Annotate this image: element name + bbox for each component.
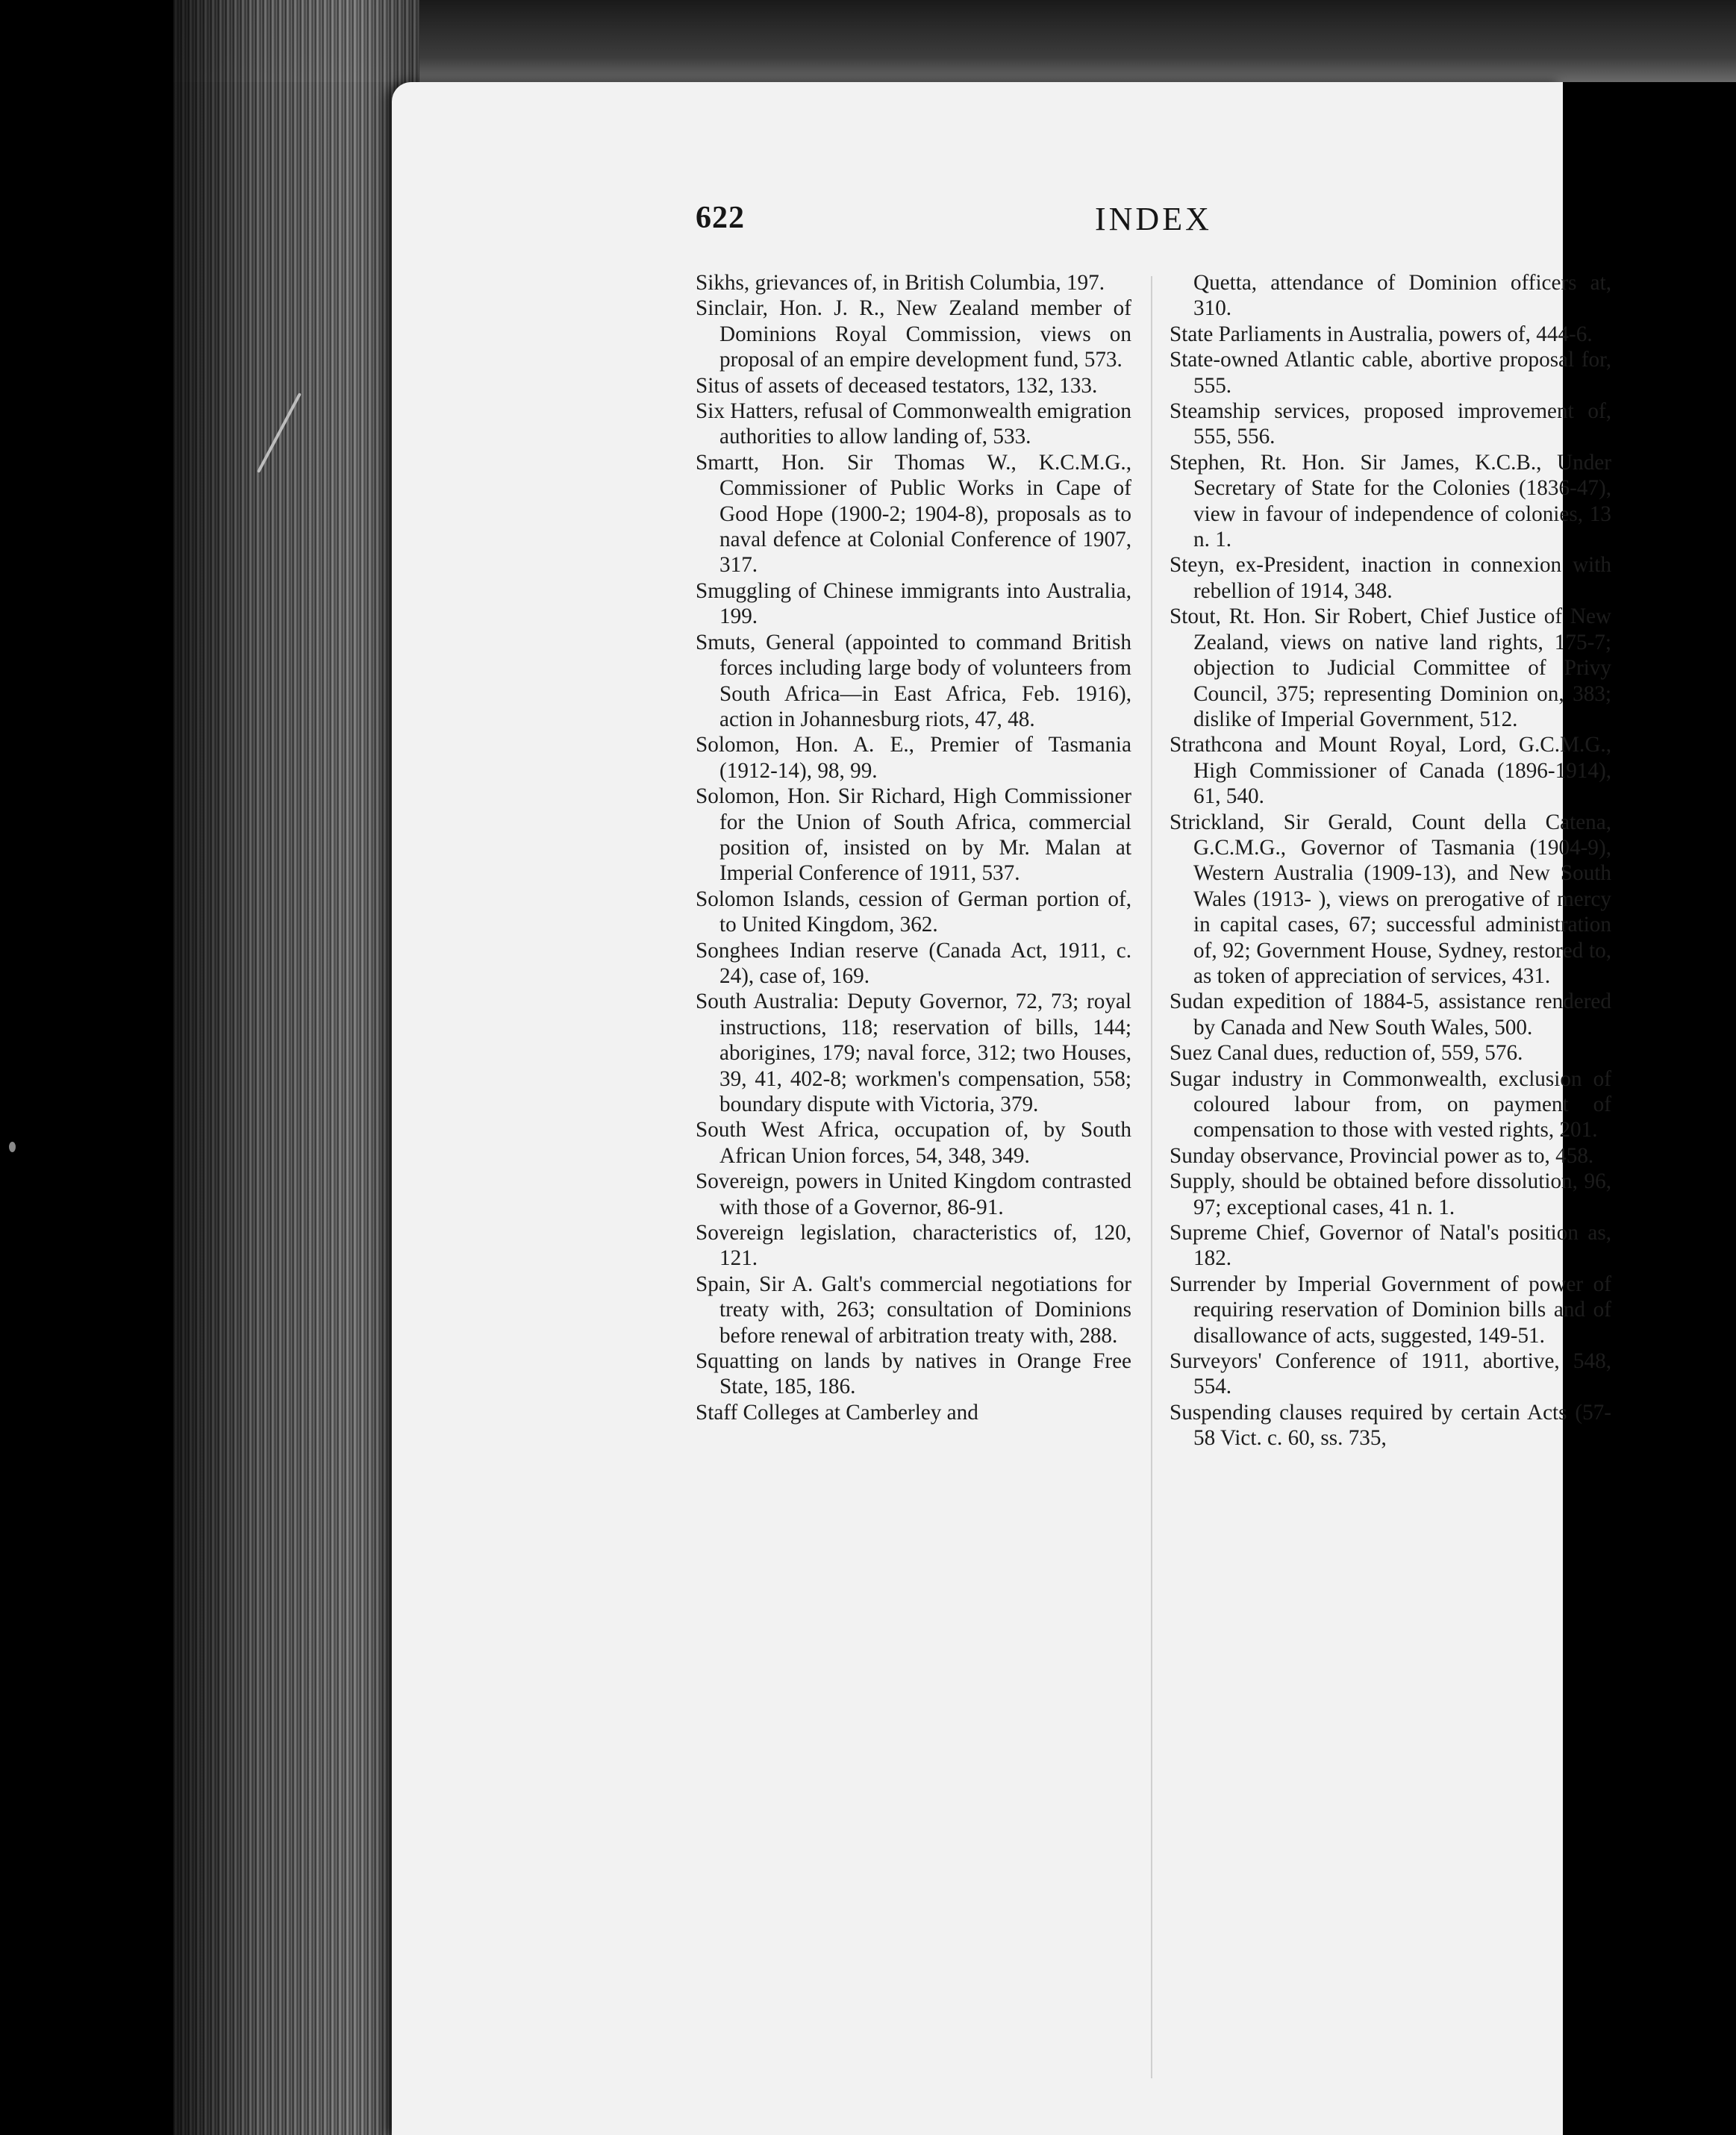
index-entry: Staff Colleges at Camberley and <box>696 1400 978 1425</box>
index-entry: Sovereign legislation, characteristics of, 120, 121. <box>696 1221 1131 1271</box>
index-entry: Sugar industry in Commonwealth, exclusion of coloured labour from, on payment of compensation to those with vested rights, 201. <box>1170 1066 1611 1142</box>
index-entry: Situs of assets of deceased testators, 132, 133. <box>696 373 1098 398</box>
index-entry-continuation: Quetta, attendance of Dominion officers at, 310. <box>1193 271 1611 321</box>
index-entry: Six Hatters, refusal of Commonwealth emigration authorities to allow landing of, 533. <box>696 399 1131 449</box>
index-entry: Suspending clauses required by certain Acts (57-58 Vict. c. 60, ss. 735, <box>1170 1400 1611 1451</box>
index-entry: Sikhs, grievances of, in British Columbia, 197. <box>696 271 1105 295</box>
page-header <box>696 200 1563 245</box>
index-entry: Songhees Indian reserve (Canada Act, 1911, c. 24), case of, 169. <box>696 938 1131 988</box>
index-entry: Stephen, Rt. Hon. Sir James, K.C.B., Under Secretary of State for the Colonies (1836-47), view in favour of independence of colonies, 13 n. 1. <box>1170 450 1611 552</box>
index-entry: Smuts, General (appointed to command British forces including large body of volunteers from South Africa—in East Africa, Feb. 1916), action in Johannesburg riots, 47, 48. <box>696 630 1131 731</box>
book-edge-shading <box>173 0 419 2135</box>
page-number: 622 <box>696 201 745 235</box>
index-entry: South West Africa, occupation of, by South African Union forces, 54, 348, 349. <box>696 1118 1131 1168</box>
index-entry: Spain, Sir A. Galt's commercial negotiations for treaty with, 263; consultation of Dominions before renewal of arbitration treaty with, 288. <box>696 1272 1131 1348</box>
index-entry: State Parliaments in Australia, powers of, 444-6. <box>1170 322 1593 346</box>
index-entry: Steamship services, proposed improvement of, 555, 556. <box>1170 399 1611 449</box>
index-entry: Strickland, Sir Gerald, Count della Catena, G.C.M.G., Governor of Tasmania (1904-9), Western Australia (1909-13), and New South Wales (1913- ), views on prerogative of mercy in capital cases, 67; successful administration of, 92; Government House, Sydney, restored to, as token of appreciation of services, 431. <box>1170 810 1611 988</box>
index-entry: South Australia: Deputy Governor, 72, 73; royal instructions, 118; reservation of bills, 144; aborigines, 179; naval force, 312; two Houses, 39, 41, 402-8; workmen's compensation, 558; boundary dispute with Victoria, 379. <box>696 990 1131 1116</box>
index-entry: Solomon, Hon. A. E., Premier of Tasmania (1912-14), 98, 99. <box>696 733 1131 783</box>
index-entry: Surrender by Imperial Government of power of requiring reservation of Dominion bills and of disallowance of acts, suggested, 149-51. <box>1170 1272 1611 1348</box>
index-entry: Squatting on lands by natives in Orange Free State, 185, 186. <box>696 1349 1131 1399</box>
index-entry: Sudan expedition of 1884-5, assistance rendered by Canada and New South Wales, 500. <box>1170 990 1611 1040</box>
index-entry: Sovereign, powers in United Kingdom contrasted with those of a Governor, 86-91. <box>696 1169 1131 1219</box>
index-entry: Solomon, Hon. Sir Richard, High Commissioner for the Union of South Africa, commercial position of, insisted on by Mr. Malan at Imperial Conference of 1911, 537. <box>696 784 1131 886</box>
running-head: INDEX <box>1095 201 1212 237</box>
index-entry: Smuggling of Chinese immigrants into Australia, 199. <box>696 578 1131 629</box>
index-entry: Suez Canal dues, reduction of, 559, 576. <box>1170 1041 1523 1066</box>
index-entry: Steyn, ex-President, inaction in connexion with rebellion of 1914, 348. <box>1170 553 1611 603</box>
index-entry: State-owned Atlantic cable, abortive proposal for, 555. <box>1170 348 1611 398</box>
index-entry: Strathcona and Mount Royal, Lord, G.C.M.G., High Commissioner of Canada (1896-1914), 61, 540. <box>1170 733 1611 809</box>
column-divider <box>1151 276 1152 2078</box>
index-entry: Sinclair, Hon. J. R., New Zealand member of Dominions Royal Commission, views on proposal of an empire development fund, 573. <box>696 296 1131 372</box>
index-entry: Supply, should be obtained before dissolution, 96, 97; exceptional cases, 41 n. 1. <box>1170 1169 1611 1219</box>
index-entry: Surveyors' Conference of 1911, abortive, 548, 554. <box>1170 1349 1611 1399</box>
index-column-left <box>696 270 1131 1425</box>
index-entry: Smartt, Hon. Sir Thomas W., K.C.M.G., Commissioner of Public Works in Cape of Good Hope (1900-2; 1904-8), proposals as to naval defence at Colonial Conference of 1907, 317. <box>696 450 1131 578</box>
index-entry: Sunday observance, Provincial power as to, 458. <box>1170 1143 1594 1168</box>
scan-speck <box>9 1142 16 1152</box>
index-entry: Supreme Chief, Governor of Natal's position as, 182. <box>1170 1221 1611 1271</box>
index-entry: Stout, Rt. Hon. Sir Robert, Chief Justice of New Zealand, views on native land rights, 175-7; objection to Judicial Committee of Privy Council, 375; representing Dominion on, 383; dislike of Imperial Government, 512. <box>1170 604 1611 731</box>
index-entry: Solomon Islands, cession of German portion of, to United Kingdom, 362. <box>696 887 1131 937</box>
